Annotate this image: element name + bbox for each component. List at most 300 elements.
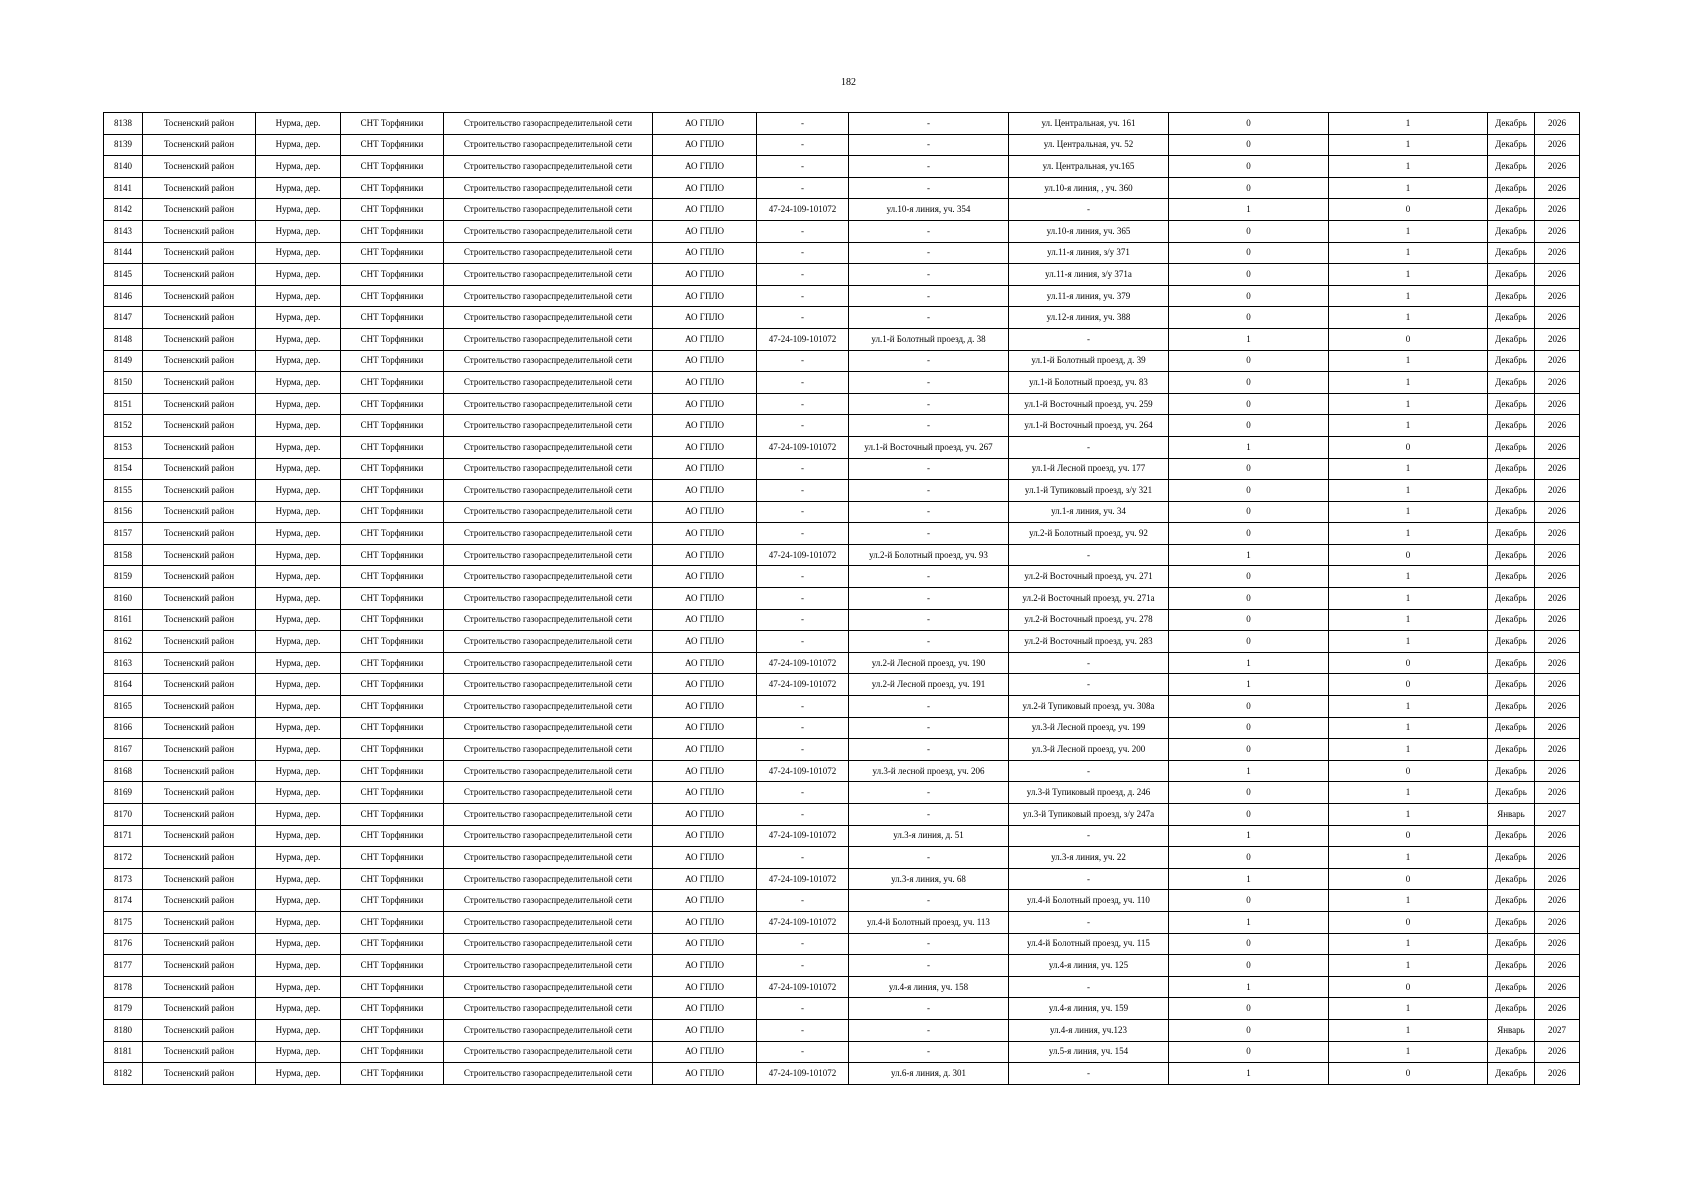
- cell-count-a: 0: [1169, 890, 1329, 912]
- cell-settlement: Нурма, дер.: [256, 955, 341, 977]
- cell-year: 2026: [1535, 199, 1580, 221]
- cell-object-address: -: [849, 566, 1009, 588]
- cell-territory: СНТ Торфяники: [341, 825, 444, 847]
- table-row: [104, 782, 1580, 804]
- cell-territory: СНТ Торфяники: [341, 782, 444, 804]
- cell-settlement: Нурма, дер.: [256, 976, 341, 998]
- cell-cadastral-number: 47-24-109-101072: [757, 976, 849, 998]
- cell-settlement: Нурма, дер.: [256, 415, 341, 437]
- cell-object-address: -: [849, 501, 1009, 523]
- cell-object-address: ул.4-я линия, уч. 158: [849, 976, 1009, 998]
- cell-count-a: 0: [1169, 501, 1329, 523]
- cell-district: Тосненский район: [143, 177, 256, 199]
- cell-month: Декабрь: [1488, 113, 1535, 135]
- cell-object-address: -: [849, 458, 1009, 480]
- cell-object-address: ул.2-й Лесной проезд, уч. 191: [849, 674, 1009, 696]
- cell-object-address: -: [849, 220, 1009, 242]
- cell-work-type: Строительство газораспределительной сети: [444, 134, 653, 156]
- cell-cadastral-number: -: [757, 523, 849, 545]
- cell-settlement: Нурма, дер.: [256, 113, 341, 135]
- cell-settlement: Нурма, дер.: [256, 566, 341, 588]
- cell-count-b: 1: [1329, 847, 1488, 869]
- cell-work-type: Строительство газораспределительной сети: [444, 480, 653, 502]
- cell-month: Декабрь: [1488, 1041, 1535, 1063]
- cell-settlement: Нурма, дер.: [256, 609, 341, 631]
- cell-year: 2026: [1535, 998, 1580, 1020]
- cell-territory: СНТ Торфяники: [341, 609, 444, 631]
- cell-row-number: 8180: [104, 1019, 143, 1041]
- cell-applicant-address: -: [1009, 825, 1169, 847]
- cell-district: Тосненский район: [143, 156, 256, 178]
- cell-month: Декабрь: [1488, 1063, 1535, 1085]
- cell-settlement: Нурма, дер.: [256, 588, 341, 610]
- cell-year: 2027: [1535, 1019, 1580, 1041]
- cell-operator: АО ГПЛО: [653, 890, 757, 912]
- cell-operator: АО ГПЛО: [653, 458, 757, 480]
- cell-applicant-address: ул.2-й Тупиковый проезд, уч. 308а: [1009, 696, 1169, 718]
- cell-row-number: 8163: [104, 652, 143, 674]
- cell-applicant-address: -: [1009, 868, 1169, 890]
- cell-row-number: 8159: [104, 566, 143, 588]
- table-row: [104, 350, 1580, 372]
- cell-operator: АО ГПЛО: [653, 523, 757, 545]
- cell-object-address: ул.4-й Болотный проезд, уч. 113: [849, 911, 1009, 933]
- cell-operator: АО ГПЛО: [653, 804, 757, 826]
- cell-territory: СНТ Торфяники: [341, 264, 444, 286]
- cell-object-address: -: [849, 285, 1009, 307]
- cell-count-a: 0: [1169, 1041, 1329, 1063]
- cell-month: Декабрь: [1488, 199, 1535, 221]
- cell-applicant-address: -: [1009, 911, 1169, 933]
- table-row: [104, 458, 1580, 480]
- cell-object-address: -: [849, 523, 1009, 545]
- cell-applicant-address: -: [1009, 199, 1169, 221]
- cell-applicant-address: ул.12-я линия, уч. 388: [1009, 307, 1169, 329]
- cell-applicant-address: ул.3-й Тупиковый проезд, д. 246: [1009, 782, 1169, 804]
- cell-count-a: 0: [1169, 393, 1329, 415]
- cell-month: Декабрь: [1488, 588, 1535, 610]
- cell-year: 2026: [1535, 328, 1580, 350]
- cell-settlement: Нурма, дер.: [256, 393, 341, 415]
- cell-district: Тосненский район: [143, 393, 256, 415]
- cell-operator: АО ГПЛО: [653, 739, 757, 761]
- cell-work-type: Строительство газораспределительной сети: [444, 350, 653, 372]
- table-row: [104, 523, 1580, 545]
- cell-district: Тосненский район: [143, 998, 256, 1020]
- cell-applicant-address: ул.3-я линия, уч. 22: [1009, 847, 1169, 869]
- cell-settlement: Нурма, дер.: [256, 134, 341, 156]
- cell-district: Тосненский район: [143, 609, 256, 631]
- table-row: [104, 911, 1580, 933]
- cell-month: Декабрь: [1488, 501, 1535, 523]
- table-row: [104, 890, 1580, 912]
- cell-count-a: 0: [1169, 156, 1329, 178]
- cell-year: 2027: [1535, 804, 1580, 826]
- cell-district: Тосненский район: [143, 307, 256, 329]
- cell-cadastral-number: -: [757, 847, 849, 869]
- cell-cadastral-number: -: [757, 998, 849, 1020]
- cell-month: Декабрь: [1488, 177, 1535, 199]
- cell-row-number: 8167: [104, 739, 143, 761]
- cell-cadastral-number: -: [757, 458, 849, 480]
- cell-row-number: 8138: [104, 113, 143, 135]
- cell-month: Декабрь: [1488, 976, 1535, 998]
- cell-row-number: 8176: [104, 933, 143, 955]
- cell-settlement: Нурма, дер.: [256, 350, 341, 372]
- cell-work-type: Строительство газораспределительной сети: [444, 588, 653, 610]
- cell-count-b: 1: [1329, 933, 1488, 955]
- cell-operator: АО ГПЛО: [653, 911, 757, 933]
- cell-count-b: 0: [1329, 825, 1488, 847]
- cell-count-b: 1: [1329, 350, 1488, 372]
- cell-territory: СНТ Торфяники: [341, 955, 444, 977]
- cell-territory: СНТ Торфяники: [341, 480, 444, 502]
- cell-month: Январь: [1488, 1019, 1535, 1041]
- cell-year: 2026: [1535, 868, 1580, 890]
- cell-applicant-address: ул.2-й Восточный проезд, уч. 283: [1009, 631, 1169, 653]
- cell-territory: СНТ Торфяники: [341, 220, 444, 242]
- cell-object-address: -: [849, 264, 1009, 286]
- cell-year: 2026: [1535, 652, 1580, 674]
- cell-settlement: Нурма, дер.: [256, 544, 341, 566]
- cell-operator: АО ГПЛО: [653, 134, 757, 156]
- cell-work-type: Строительство газораспределительной сети: [444, 113, 653, 135]
- cell-district: Тосненский район: [143, 501, 256, 523]
- cell-year: 2026: [1535, 976, 1580, 998]
- cell-year: 2026: [1535, 890, 1580, 912]
- cell-cadastral-number: -: [757, 113, 849, 135]
- cell-year: 2026: [1535, 285, 1580, 307]
- cell-district: Тосненский район: [143, 825, 256, 847]
- cell-cadastral-number: 47-24-109-101072: [757, 328, 849, 350]
- cell-work-type: Строительство газораспределительной сети: [444, 868, 653, 890]
- cell-count-b: 1: [1329, 523, 1488, 545]
- cell-cadastral-number: -: [757, 566, 849, 588]
- cell-year: 2026: [1535, 220, 1580, 242]
- cell-count-a: 0: [1169, 480, 1329, 502]
- cell-district: Тосненский район: [143, 264, 256, 286]
- cell-settlement: Нурма, дер.: [256, 847, 341, 869]
- cell-row-number: 8147: [104, 307, 143, 329]
- cell-settlement: Нурма, дер.: [256, 760, 341, 782]
- cell-month: Декабрь: [1488, 415, 1535, 437]
- cell-applicant-address: -: [1009, 544, 1169, 566]
- cell-work-type: Строительство газораспределительной сети: [444, 631, 653, 653]
- cell-count-a: 0: [1169, 998, 1329, 1020]
- cell-row-number: 8173: [104, 868, 143, 890]
- cell-territory: СНТ Торфяники: [341, 544, 444, 566]
- cell-district: Тосненский район: [143, 868, 256, 890]
- cell-territory: СНТ Торфяники: [341, 631, 444, 653]
- cell-month: Декабрь: [1488, 933, 1535, 955]
- cell-year: 2026: [1535, 134, 1580, 156]
- cell-work-type: Строительство газораспределительной сети: [444, 739, 653, 761]
- cell-count-a: 1: [1169, 199, 1329, 221]
- table-row: [104, 436, 1580, 458]
- cell-count-a: 0: [1169, 566, 1329, 588]
- cell-work-type: Строительство газораспределительной сети: [444, 911, 653, 933]
- cell-settlement: Нурма, дер.: [256, 696, 341, 718]
- cell-operator: АО ГПЛО: [653, 976, 757, 998]
- cell-count-a: 0: [1169, 739, 1329, 761]
- cell-applicant-address: -: [1009, 436, 1169, 458]
- cell-year: 2026: [1535, 458, 1580, 480]
- cell-month: Декабрь: [1488, 393, 1535, 415]
- cell-settlement: Нурма, дер.: [256, 458, 341, 480]
- cell-count-a: 1: [1169, 328, 1329, 350]
- cell-object-address: -: [849, 609, 1009, 631]
- cell-district: Тосненский район: [143, 696, 256, 718]
- cell-district: Тосненский район: [143, 976, 256, 998]
- cell-district: Тосненский район: [143, 674, 256, 696]
- cell-row-number: 8166: [104, 717, 143, 739]
- cell-work-type: Строительство газораспределительной сети: [444, 825, 653, 847]
- cell-row-number: 8157: [104, 523, 143, 545]
- cell-settlement: Нурма, дер.: [256, 501, 341, 523]
- cell-settlement: Нурма, дер.: [256, 804, 341, 826]
- cell-row-number: 8162: [104, 631, 143, 653]
- cell-settlement: Нурма, дер.: [256, 242, 341, 264]
- cell-row-number: 8165: [104, 696, 143, 718]
- cell-applicant-address: ул.11-я линия, з/у 371: [1009, 242, 1169, 264]
- cell-cadastral-number: 47-24-109-101072: [757, 674, 849, 696]
- cell-territory: СНТ Торфяники: [341, 566, 444, 588]
- cell-object-address: -: [849, 1019, 1009, 1041]
- cell-territory: СНТ Торфяники: [341, 372, 444, 394]
- cell-settlement: Нурма, дер.: [256, 220, 341, 242]
- cell-applicant-address: ул.11-я линия, уч. 379: [1009, 285, 1169, 307]
- cell-operator: АО ГПЛО: [653, 264, 757, 286]
- cell-cadastral-number: 47-24-109-101072: [757, 868, 849, 890]
- cell-settlement: Нурма, дер.: [256, 1019, 341, 1041]
- cell-applicant-address: ул.1-й Восточный проезд, уч. 264: [1009, 415, 1169, 437]
- cell-territory: СНТ Торфяники: [341, 393, 444, 415]
- cell-row-number: 8155: [104, 480, 143, 502]
- cell-applicant-address: ул.2-й Восточный проезд, уч. 271: [1009, 566, 1169, 588]
- cell-row-number: 8174: [104, 890, 143, 912]
- cell-settlement: Нурма, дер.: [256, 1063, 341, 1085]
- cell-work-type: Строительство газораспределительной сети: [444, 372, 653, 394]
- cell-year: 2026: [1535, 739, 1580, 761]
- cell-month: Декабрь: [1488, 717, 1535, 739]
- cell-operator: АО ГПЛО: [653, 436, 757, 458]
- cell-row-number: 8150: [104, 372, 143, 394]
- cell-cadastral-number: -: [757, 307, 849, 329]
- table-row: [104, 609, 1580, 631]
- cell-month: Декабрь: [1488, 480, 1535, 502]
- cell-work-type: Строительство газораспределительной сети: [444, 220, 653, 242]
- cell-operator: АО ГПЛО: [653, 847, 757, 869]
- cell-month: Декабрь: [1488, 609, 1535, 631]
- cell-territory: СНТ Торфяники: [341, 177, 444, 199]
- cell-row-number: 8145: [104, 264, 143, 286]
- cell-operator: АО ГПЛО: [653, 113, 757, 135]
- cell-territory: СНТ Торфяники: [341, 156, 444, 178]
- cell-territory: СНТ Торфяники: [341, 588, 444, 610]
- cell-district: Тосненский район: [143, 911, 256, 933]
- cell-year: 2026: [1535, 1041, 1580, 1063]
- cell-count-b: 0: [1329, 199, 1488, 221]
- table-row: [104, 285, 1580, 307]
- cell-count-b: 1: [1329, 717, 1488, 739]
- cell-applicant-address: -: [1009, 652, 1169, 674]
- cell-applicant-address: ул.4-я линия, уч.123: [1009, 1019, 1169, 1041]
- cell-territory: СНТ Торфяники: [341, 436, 444, 458]
- cell-count-b: 1: [1329, 998, 1488, 1020]
- cell-cadastral-number: 47-24-109-101072: [757, 544, 849, 566]
- cell-settlement: Нурма, дер.: [256, 717, 341, 739]
- cell-count-a: 0: [1169, 782, 1329, 804]
- cell-applicant-address: ул.3-й Лесной проезд, уч. 200: [1009, 739, 1169, 761]
- cell-row-number: 8164: [104, 674, 143, 696]
- cell-count-a: 0: [1169, 285, 1329, 307]
- cell-row-number: 8153: [104, 436, 143, 458]
- cell-count-b: 1: [1329, 156, 1488, 178]
- cell-operator: АО ГПЛО: [653, 307, 757, 329]
- cell-cadastral-number: 47-24-109-101072: [757, 652, 849, 674]
- cell-district: Тосненский район: [143, 350, 256, 372]
- cell-object-address: ул.2-й Болотный проезд, уч. 93: [849, 544, 1009, 566]
- cell-district: Тосненский район: [143, 847, 256, 869]
- cell-applicant-address: ул.1-й Болотный проезд, уч. 83: [1009, 372, 1169, 394]
- cell-district: Тосненский район: [143, 739, 256, 761]
- cell-object-address: -: [849, 739, 1009, 761]
- cell-district: Тосненский район: [143, 134, 256, 156]
- cell-object-address: -: [849, 242, 1009, 264]
- cell-year: 2026: [1535, 113, 1580, 135]
- table-row: [104, 825, 1580, 847]
- cell-month: Декабрь: [1488, 911, 1535, 933]
- cell-year: 2026: [1535, 955, 1580, 977]
- cell-object-address: ул.3-й лесной проезд, уч. 206: [849, 760, 1009, 782]
- cell-work-type: Строительство газораспределительной сети: [444, 393, 653, 415]
- cell-cadastral-number: 47-24-109-101072: [757, 199, 849, 221]
- cell-cadastral-number: -: [757, 393, 849, 415]
- cell-month: Декабрь: [1488, 739, 1535, 761]
- cell-work-type: Строительство газораспределительной сети: [444, 544, 653, 566]
- cell-count-a: 1: [1169, 652, 1329, 674]
- cell-object-address: -: [849, 393, 1009, 415]
- cell-object-address: ул.1-й Болотный проезд, д. 38: [849, 328, 1009, 350]
- cell-work-type: Строительство газораспределительной сети: [444, 976, 653, 998]
- cell-settlement: Нурма, дер.: [256, 480, 341, 502]
- cell-settlement: Нурма, дер.: [256, 436, 341, 458]
- cell-year: 2026: [1535, 501, 1580, 523]
- cell-month: Декабрь: [1488, 652, 1535, 674]
- table-row: [104, 480, 1580, 502]
- table-row: [104, 113, 1580, 135]
- table-row: [104, 307, 1580, 329]
- cell-cadastral-number: -: [757, 350, 849, 372]
- cell-year: 2026: [1535, 933, 1580, 955]
- cell-cadastral-number: -: [757, 955, 849, 977]
- table-row: [104, 177, 1580, 199]
- cell-settlement: Нурма, дер.: [256, 998, 341, 1020]
- cell-operator: АО ГПЛО: [653, 652, 757, 674]
- cell-year: 2026: [1535, 717, 1580, 739]
- cell-year: 2026: [1535, 631, 1580, 653]
- cell-cadastral-number: -: [757, 177, 849, 199]
- cell-territory: СНТ Торфяники: [341, 760, 444, 782]
- cell-district: Тосненский район: [143, 436, 256, 458]
- cell-year: 2026: [1535, 674, 1580, 696]
- cell-district: Тосненский район: [143, 544, 256, 566]
- cell-cadastral-number: -: [757, 134, 849, 156]
- cell-object-address: -: [849, 372, 1009, 394]
- cell-work-type: Строительство газораспределительной сети: [444, 955, 653, 977]
- cell-month: Декабрь: [1488, 696, 1535, 718]
- cell-territory: СНТ Торфяники: [341, 804, 444, 826]
- cell-month: Декабрь: [1488, 674, 1535, 696]
- cell-year: 2026: [1535, 566, 1580, 588]
- cell-row-number: 8141: [104, 177, 143, 199]
- cell-count-a: 0: [1169, 933, 1329, 955]
- table-row: [104, 242, 1580, 264]
- cell-row-number: 8151: [104, 393, 143, 415]
- table-row: [104, 847, 1580, 869]
- cell-work-type: Строительство газораспределительной сети: [444, 674, 653, 696]
- cell-row-number: 8152: [104, 415, 143, 437]
- cell-territory: СНТ Торфяники: [341, 328, 444, 350]
- cell-operator: АО ГПЛО: [653, 544, 757, 566]
- table-row: [104, 674, 1580, 696]
- cell-applicant-address: -: [1009, 1063, 1169, 1085]
- cell-operator: АО ГПЛО: [653, 328, 757, 350]
- cell-object-address: -: [849, 933, 1009, 955]
- cell-count-a: 0: [1169, 955, 1329, 977]
- cell-applicant-address: ул.2-й Болотный проезд, уч. 92: [1009, 523, 1169, 545]
- cell-count-b: 0: [1329, 911, 1488, 933]
- cell-count-a: 0: [1169, 458, 1329, 480]
- cell-cadastral-number: -: [757, 717, 849, 739]
- cell-operator: АО ГПЛО: [653, 760, 757, 782]
- cell-work-type: Строительство газораспределительной сети: [444, 1063, 653, 1085]
- cell-month: Декабрь: [1488, 631, 1535, 653]
- cell-work-type: Строительство газораспределительной сети: [444, 523, 653, 545]
- cell-row-number: 8181: [104, 1041, 143, 1063]
- cell-row-number: 8158: [104, 544, 143, 566]
- cell-count-b: 0: [1329, 328, 1488, 350]
- cell-applicant-address: -: [1009, 760, 1169, 782]
- cell-operator: АО ГПЛО: [653, 285, 757, 307]
- cell-count-b: 1: [1329, 696, 1488, 718]
- cell-district: Тосненский район: [143, 199, 256, 221]
- cell-row-number: 8142: [104, 199, 143, 221]
- cell-count-b: 1: [1329, 1019, 1488, 1041]
- cell-work-type: Строительство газораспределительной сети: [444, 1041, 653, 1063]
- cell-count-a: 0: [1169, 588, 1329, 610]
- cell-cadastral-number: 47-24-109-101072: [757, 760, 849, 782]
- cell-applicant-address: ул. Центральная, уч. 52: [1009, 134, 1169, 156]
- cell-settlement: Нурма, дер.: [256, 652, 341, 674]
- cell-year: 2026: [1535, 372, 1580, 394]
- cell-row-number: 8139: [104, 134, 143, 156]
- cell-object-address: -: [849, 998, 1009, 1020]
- cell-count-a: 0: [1169, 523, 1329, 545]
- table-row: [104, 328, 1580, 350]
- cell-count-a: 0: [1169, 631, 1329, 653]
- cell-operator: АО ГПЛО: [653, 1063, 757, 1085]
- cell-row-number: 8148: [104, 328, 143, 350]
- table-row: [104, 393, 1580, 415]
- cell-year: 2026: [1535, 1063, 1580, 1085]
- table-row: [104, 134, 1580, 156]
- cell-count-b: 1: [1329, 739, 1488, 761]
- cell-applicant-address: -: [1009, 674, 1169, 696]
- cell-district: Тосненский район: [143, 523, 256, 545]
- cell-applicant-address: ул.4-я линия, уч. 159: [1009, 998, 1169, 1020]
- cell-count-b: 1: [1329, 609, 1488, 631]
